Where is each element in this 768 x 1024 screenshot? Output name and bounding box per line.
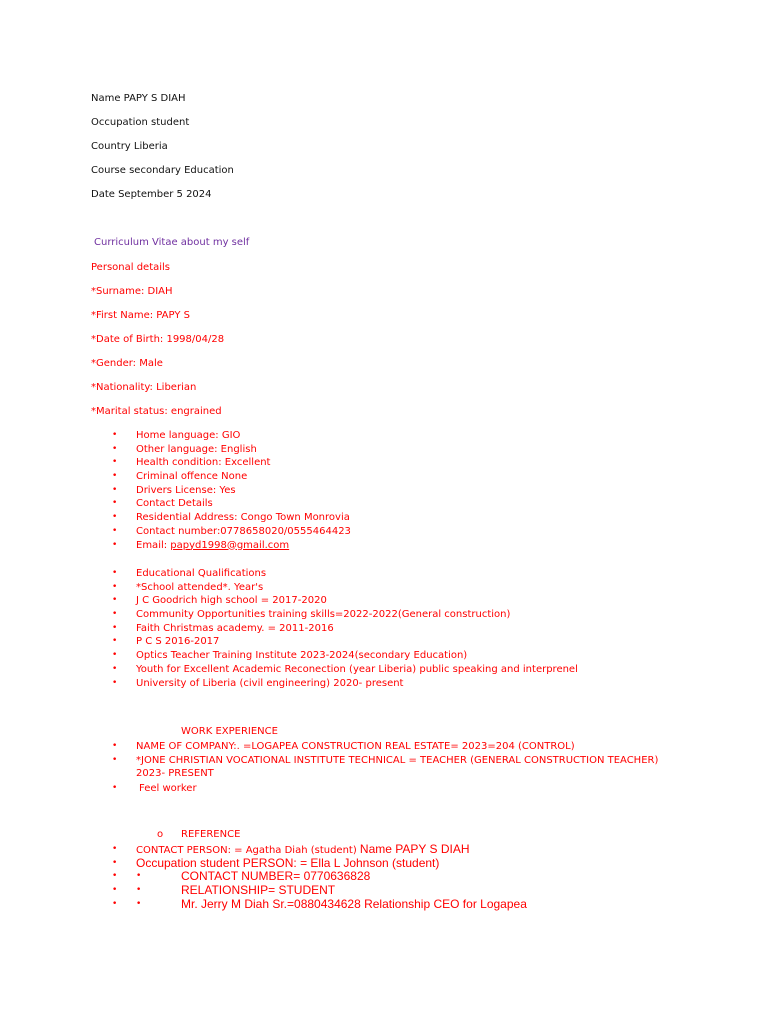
email-link[interactable]: papyd1998@gmail.com (170, 539, 290, 551)
bullet-icon: • (112, 498, 118, 509)
marital-status: *Marital status: engrained (91, 406, 222, 417)
reference-heading: REFERENCE (181, 829, 241, 840)
list-item: • NAME OF COMPANY:. =LOGAPEA CONSTRUCTION REAL ESTATE= 2023=204 (CONTROL) (112, 741, 575, 752)
header-occupation: Occupation student (91, 117, 190, 128)
list-item: • Criminal offence None (112, 471, 248, 483)
bullet-icon: • (112, 484, 118, 495)
bullet-icon: • (112, 595, 118, 606)
bullet-icon: • (112, 568, 118, 578)
list-item: • Youth for Excellent Academic Reconection (year Liberia) public speaking and interprenel (112, 663, 578, 675)
list-item: • Feel worker (112, 782, 197, 794)
list-item: • • Mr. Jerry M Diah Sr.=0880434628 Relationship CEO for Logapea (112, 896, 527, 911)
bullet-icon: • (112, 885, 118, 896)
personal-heading: Personal details (91, 262, 171, 273)
list-item: • *JONE CHRISTIAN VOCATIONAL INSTITUTE TECHNICAL = TEACHER (GENERAL CONSTRUCTION TEACHER) 2023- PRESENT (112, 754, 659, 780)
list-item: • University of Liberia (civil engineering) 2020- present (112, 677, 404, 689)
list-item: • • RELATIONSHIP= STUDENT (112, 883, 336, 898)
bullet-icon: • (112, 677, 118, 688)
bullet-icon: • (112, 609, 118, 620)
bullet-icon: • (112, 539, 118, 550)
list-item: • P C S 2016-2017 (112, 636, 220, 648)
cv-title: Curriculum Vitae about my self (94, 237, 250, 248)
bullet-icon: • (112, 443, 118, 454)
bullet-icon: • (112, 512, 118, 523)
first-name: *First Name: PAPY S (91, 310, 190, 321)
list-item: • Occupation student PERSON: = Ella L Johnson (student) (112, 855, 440, 870)
list-item: • Drivers License: Yes (112, 484, 236, 496)
list-item (0, 539, 768, 553)
bullet-icon: • (136, 885, 142, 896)
bullet-icon: • (136, 898, 142, 909)
bullet-icon: • (112, 430, 118, 440)
list-item: • Health condition: Excellent (112, 457, 271, 469)
reference-list (0, 843, 768, 911)
reference-marker: o (157, 829, 164, 840)
list-item: • Community Opportunities training skills=2022-2022(General construction) (112, 609, 511, 621)
email-label: Email: (136, 539, 171, 551)
bullet-icon: • (112, 857, 118, 868)
bullet-icon: • (112, 622, 118, 633)
nationality: *Nationality: Liberian (91, 382, 197, 393)
work-list (0, 740, 768, 795)
list-item: • Residential Address: Congo Town Monrovia (112, 512, 350, 524)
list-item: • Faith Christmas academy. = 2011-2016 (112, 622, 334, 634)
list-item: • Other language: English (112, 443, 257, 455)
list-item: • Contact number:0778658020/0555464423 (112, 525, 351, 537)
bullet-icon: • (112, 898, 118, 909)
gender: *Gender: Male (91, 358, 163, 369)
header-date: Date September 5 2024 (91, 189, 212, 200)
header-country: Country Liberia (91, 141, 168, 152)
header-name: Name PAPY S DIAH (91, 93, 186, 104)
date-of-birth: *Date of Birth: 1998/04/28 (91, 334, 225, 345)
list-item: • J C Goodrich high school = 2017-2020 (112, 595, 327, 607)
bullet-icon: • (112, 581, 118, 592)
list-item: • • CONTACT NUMBER= 0770636828 (112, 869, 371, 884)
list-item: • CONTACT PERSON: = Agatha Diah (student) Name PAPY S DIAH (112, 842, 470, 856)
bullet-icon: • (112, 782, 118, 793)
bullet-icon: • (112, 844, 118, 854)
bullet-icon: • (136, 871, 142, 882)
bullet-icon: • (112, 650, 118, 661)
list-item: • Home language: GIO (112, 430, 241, 441)
surname: *Surname: DIAH (91, 286, 173, 297)
list-item: • Optics Teacher Training Institute 2023-2024(secondary Education) (112, 650, 468, 662)
bullet-icon: • (112, 525, 118, 536)
bullet-icon: • (112, 457, 118, 468)
bullet-icon: • (112, 741, 118, 751)
bullet-icon: • (112, 663, 118, 674)
list-item: • Contact Details (112, 498, 213, 510)
education-list (0, 567, 768, 690)
bullet-icon: • (112, 636, 118, 647)
bullet-icon: • (112, 754, 118, 765)
list-item: • Educational Qualifications (112, 568, 267, 579)
work-heading: WORK EXPERIENCE (181, 726, 278, 737)
bullet-icon: • (112, 871, 118, 882)
list-item: • *School attended*. Year's (112, 581, 264, 593)
header-course: Course secondary Education (91, 165, 234, 176)
bullet-icon: • (112, 471, 118, 482)
details-list (0, 429, 768, 552)
